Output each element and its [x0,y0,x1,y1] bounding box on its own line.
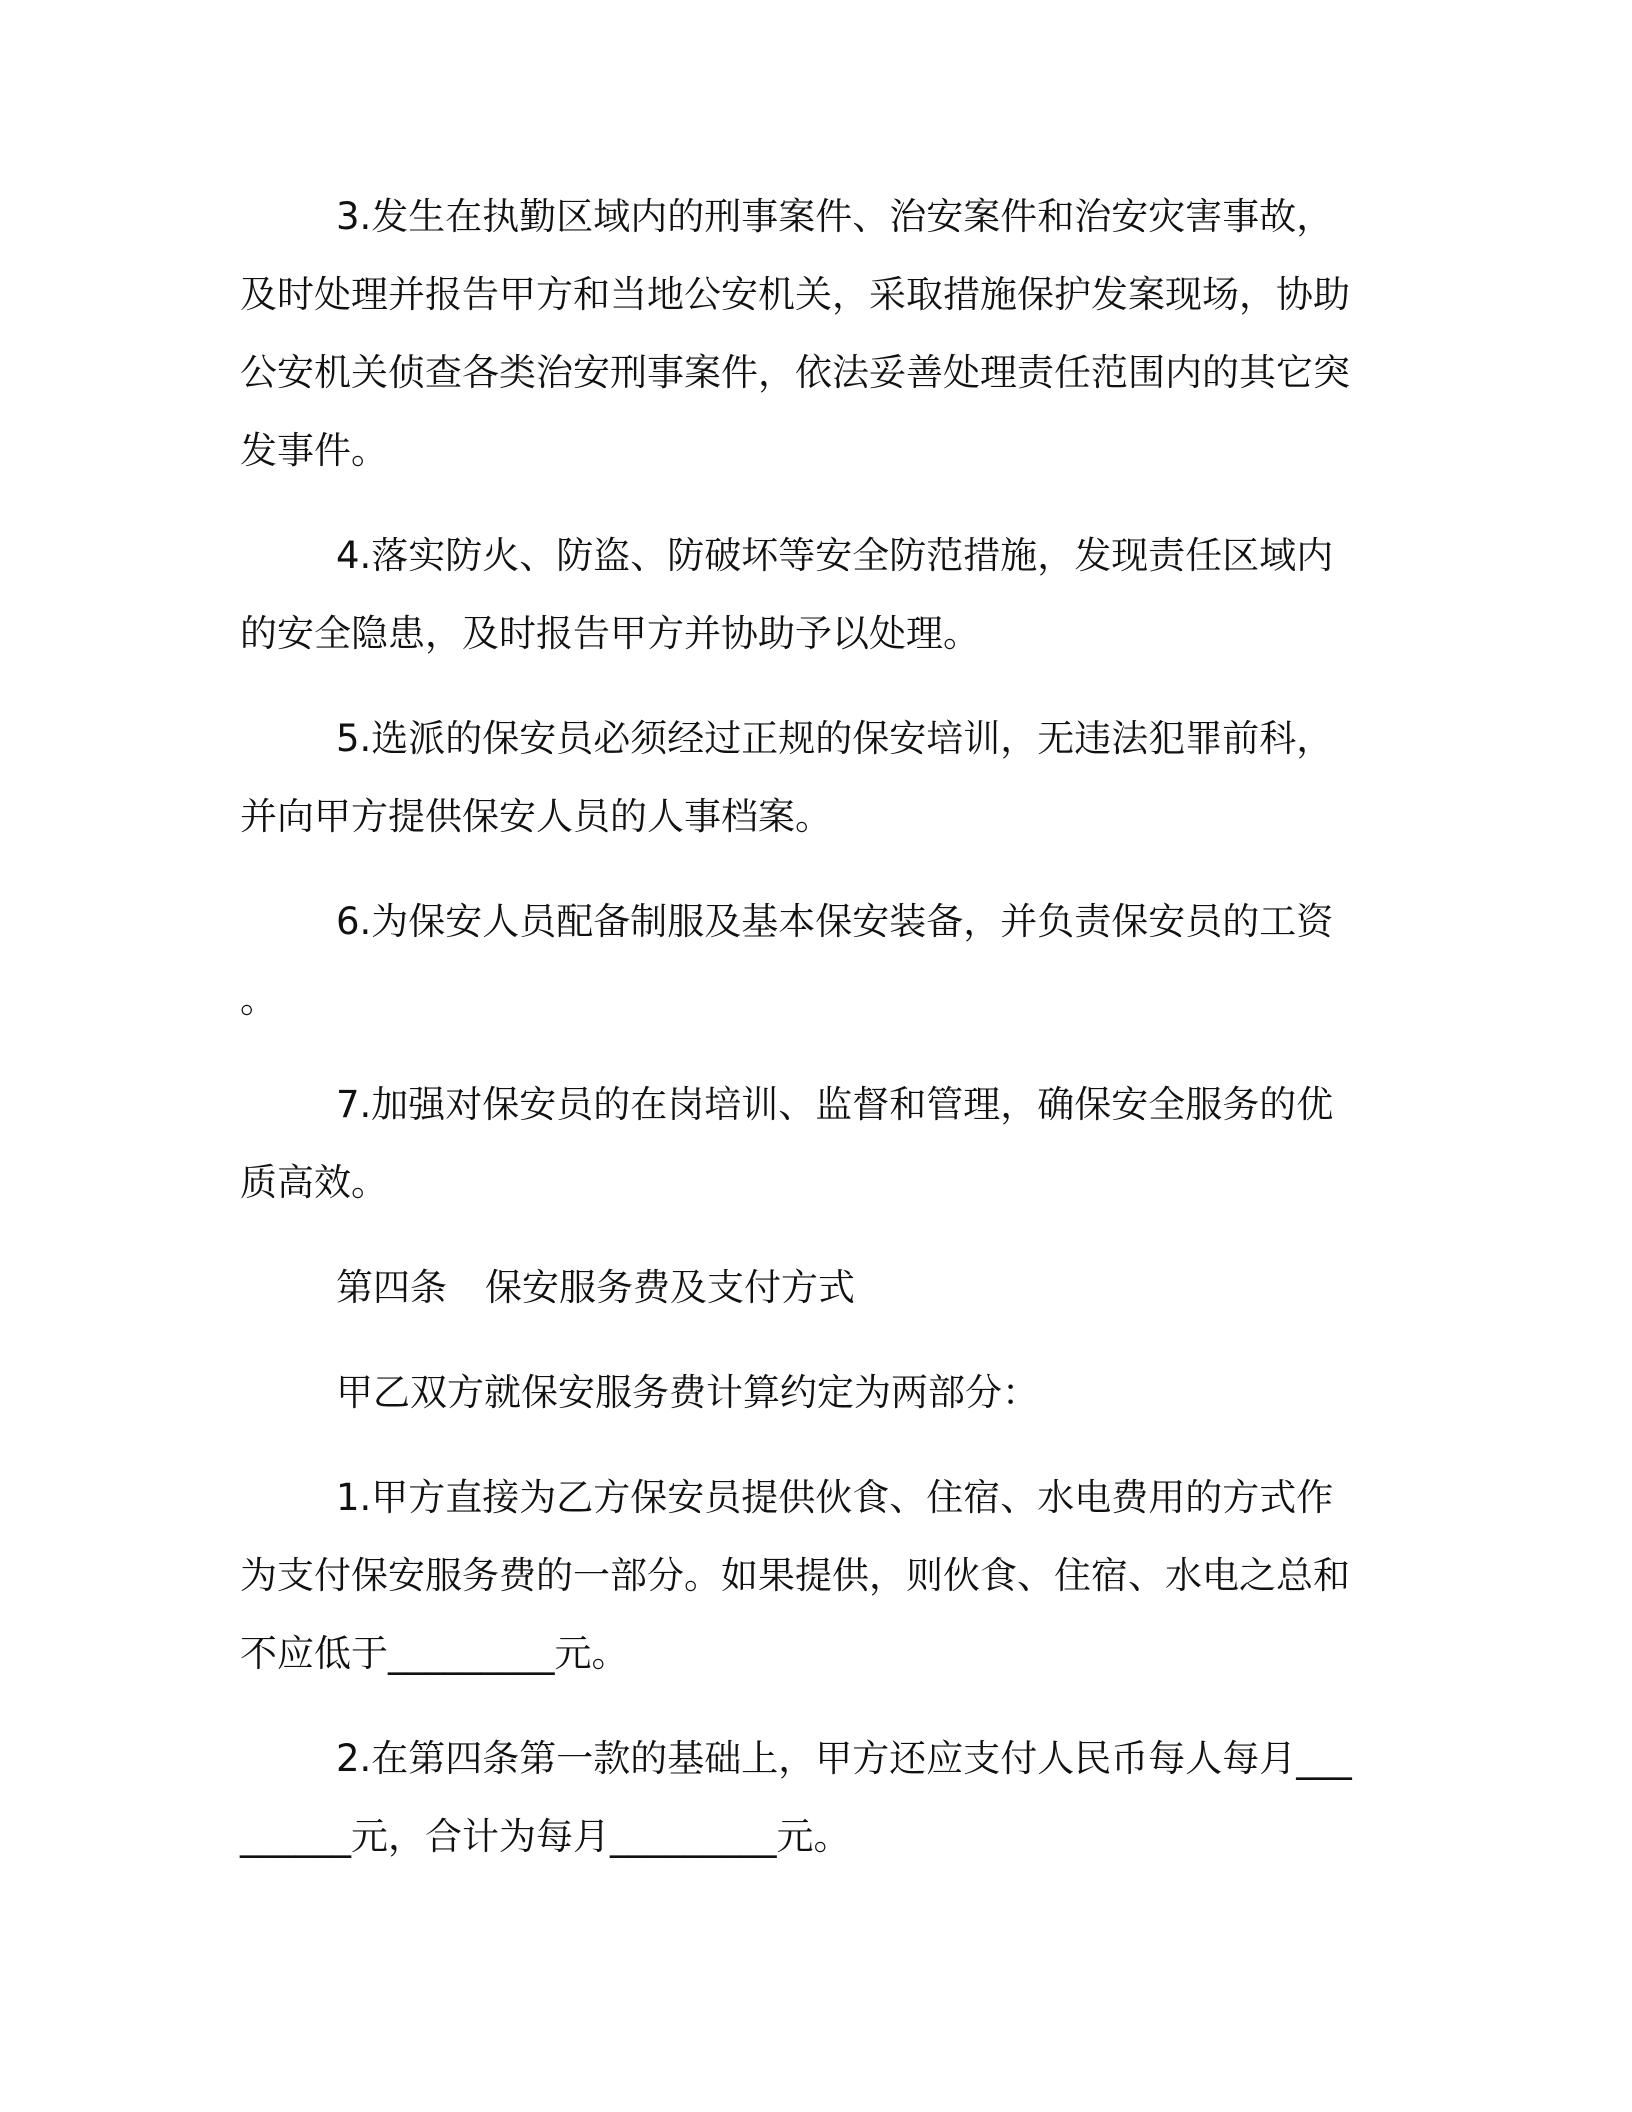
clause-7-paragraph: 7.加强对保安员的在岗培训、监督和管理，确保安全服务的优质高效。 [240,1083,1334,1204]
clause-3-paragraph: 3.发生在执勤区域内的刑事案件、治安案件和治安灾害事故，及时处理并报告甲方和当地公安机关，采取措施保护发案现场，协助公安机关侦查各类治安刑事案件，依法妥善处理责任范围内的其它突发事件。 [240,195,1350,472]
fee-clause-1-paragraph: 1.甲方直接为乙方保安员提供伙食、住宿、水电费用的方式作为支付保安服务费的一部分。如果提供，则伙食、住宿、水电之总和不应低于_________元。 [240,1476,1350,1675]
clause-6-paragraph: 6.为保安人员配备制服及基本保安装备，并负责保安员的工资。 [240,900,1334,1021]
article-title: 保安服务费及支付方式 [485,1266,855,1309]
fee-intro-paragraph: 甲乙双方就保安服务费计算约定为两部分： [336,1371,1039,1414]
document-body [240,178,1370,1903]
fee-clause-2-paragraph: 2.在第四条第一款的基础上，甲方还应支付人民币每人每月_________元，合计为每月_________元。 [240,1737,1352,1858]
article-number: 第四条 [336,1266,447,1309]
clause-4-paragraph: 4.落实防火、防盗、防破坏等安全防范措施，发现责任区域内的安全隐患，及时报告甲方并协助予以处理。 [240,534,1334,655]
clause-5-paragraph: 5.选派的保安员必须经过正规的保安培训，无违法犯罪前科，并向甲方提供保安人员的人事档案。 [240,717,1334,838]
article-four-heading [240,1249,1370,1327]
